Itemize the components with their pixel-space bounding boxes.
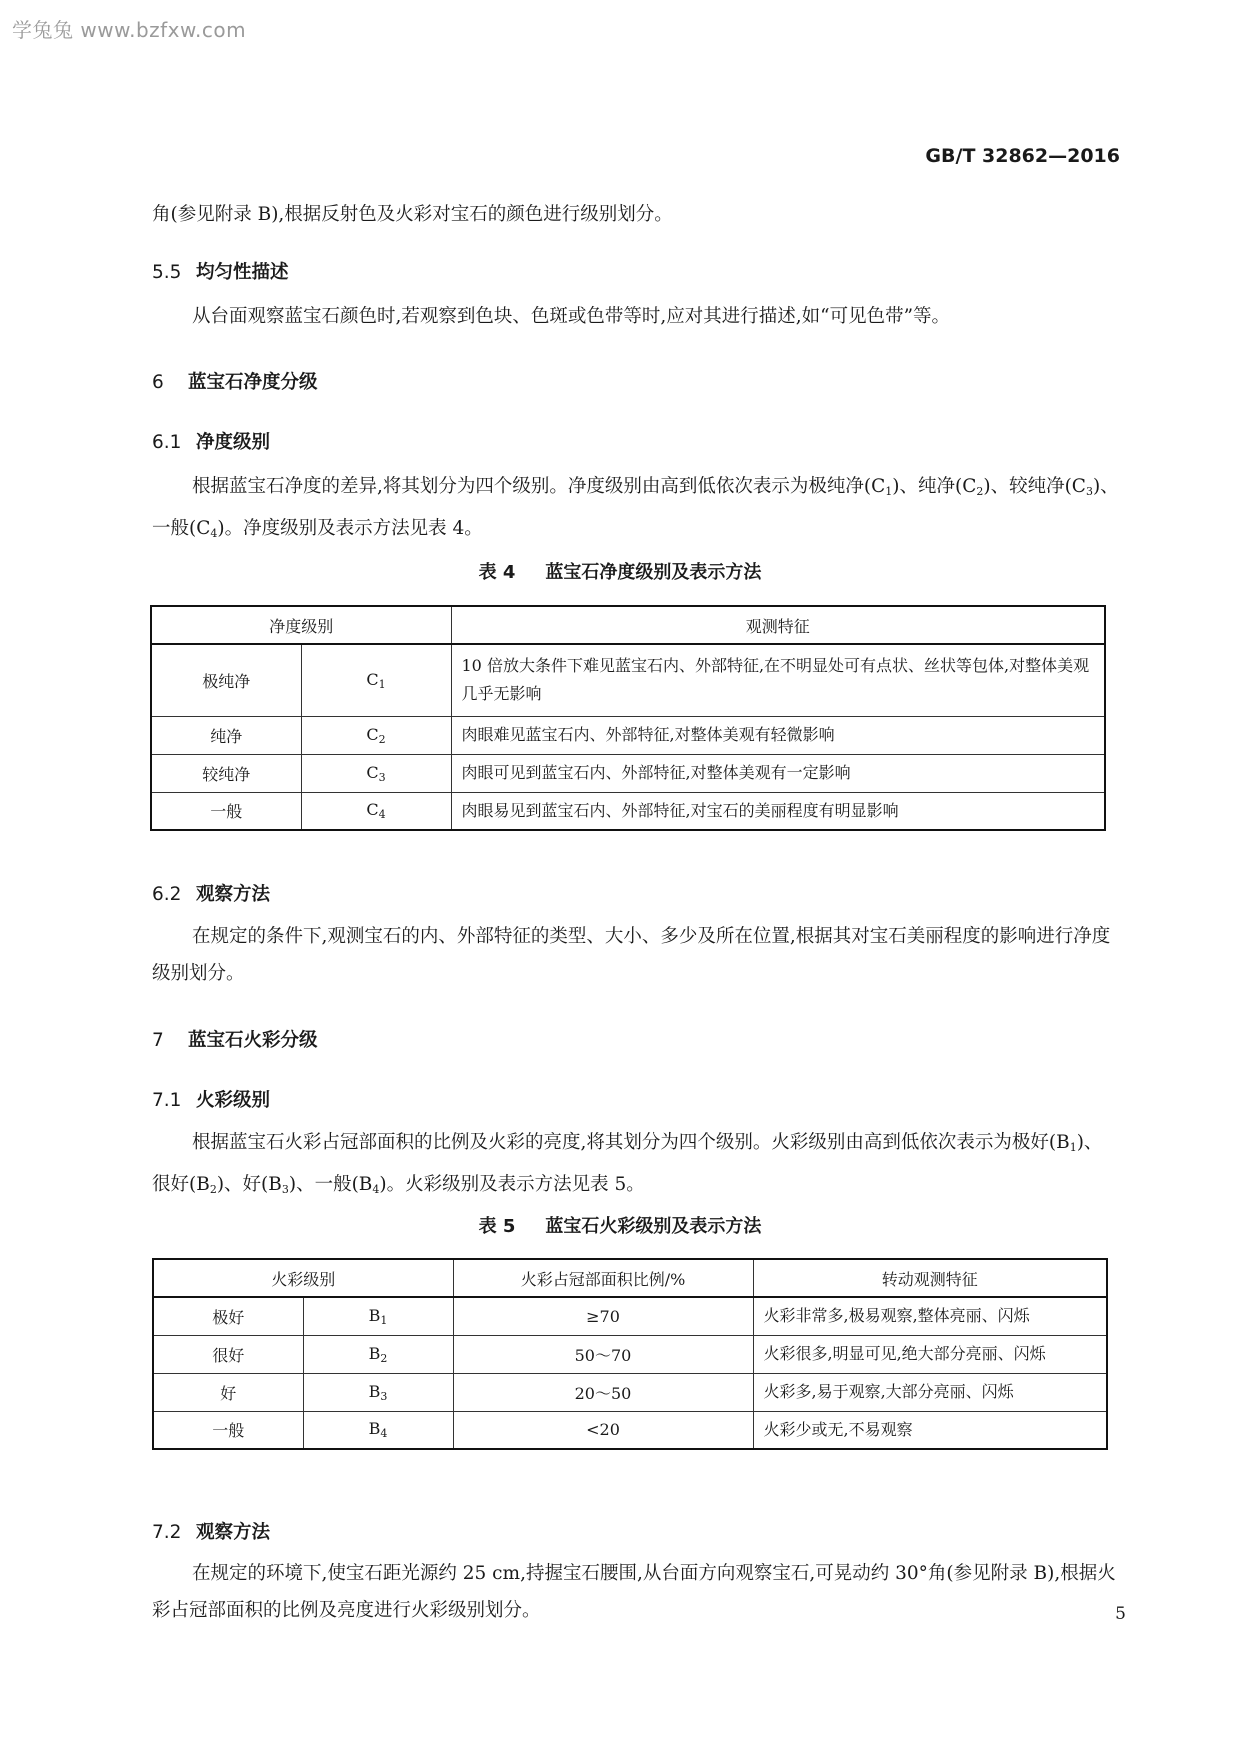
- table-row: [151, 792, 1105, 830]
- cell-ratio: 50～70: [453, 1335, 753, 1373]
- paragraph-7-1: 根据蓝宝石火彩占冠部面积的比例及火彩的亮度,将其划分为四个级别。火彩级别由高到低依次表示为极好$(B_1)$、很好$(B_2)$、好$(B_3)$、一般$(B_4)$。火彩级别及表示方法见表 5。: [152, 1132, 1103, 1196]
- section-number: 6.2: [152, 884, 182, 905]
- cell-feature: 肉眼难见蓝宝石内、外部特征,对整体美观有轻微影响: [451, 716, 1105, 754]
- cell-grade: 极好: [153, 1297, 303, 1335]
- column-header-ratio: 火彩占冠部面积比例/%: [453, 1259, 753, 1297]
- section-number: 5.5: [152, 262, 182, 283]
- cell-feature: 肉眼易见到蓝宝石内、外部特征,对宝石的美丽程度有明显影响: [451, 792, 1105, 830]
- cell-grade: 极纯净: [151, 644, 301, 716]
- cell-code: $C_2$: [301, 716, 451, 754]
- watermark: 学兔兔 www.bzfxw.com: [12, 18, 247, 42]
- table-5-caption: [0, 1212, 1240, 1238]
- cell-code: $B_2$: [303, 1335, 453, 1373]
- paragraph-5-5: 从台面观察蓝宝石颜色时,若观察到色块、色斑或色带等时,应对其进行描述,如“可见色带”等。: [192, 306, 951, 327]
- heading-6-1: [152, 428, 270, 454]
- table-header-row: [151, 606, 1105, 644]
- table-row: [151, 754, 1105, 792]
- paragraph-6-2: 在规定的条件下,观测宝石的内、外部特征的类型、大小、多少及所在位置,根据其对宝石美丽程度的影响进行净度级别划分。: [152, 926, 1111, 984]
- heading-7-1: [152, 1086, 270, 1112]
- table-header-row: [153, 1259, 1107, 1297]
- cell-grade: 一般: [153, 1411, 303, 1449]
- table-5: [152, 1258, 1108, 1450]
- section-number: 7: [152, 1030, 164, 1051]
- paragraph-7-2: 在规定的环境下,使宝石距光源约 25 cm,持握宝石腰围,从台面方向观察宝石,可晃动约 30°角(参见附录 B),根据火彩占冠部面积的比例及亮度进行火彩级别划分。: [152, 1563, 1116, 1621]
- section-title: 均匀性描述: [196, 262, 289, 283]
- cell-grade: 好: [153, 1373, 303, 1411]
- table-row: [151, 716, 1105, 754]
- section-number: 6: [152, 372, 164, 393]
- section-title: 蓝宝石净度分级: [188, 372, 318, 393]
- table-row: [153, 1411, 1107, 1449]
- cell-feature: 火彩多,易于观察,大部分亮丽、闪烁: [753, 1373, 1107, 1411]
- section-title: 蓝宝石火彩分级: [188, 1030, 318, 1051]
- table-number: 表 4: [478, 562, 516, 583]
- cell-feature: 火彩非常多,极易观察,整体亮丽、闪烁: [753, 1297, 1107, 1335]
- standard-code: GB/T 32862—2016: [925, 145, 1120, 167]
- section-title: 火彩级别: [196, 1090, 271, 1111]
- table-title: 蓝宝石净度级别及表示方法: [545, 562, 762, 583]
- section-number: 7.1: [152, 1090, 182, 1111]
- table-row: [153, 1373, 1107, 1411]
- cell-feature: 火彩很多,明显可见,绝大部分亮丽、闪烁: [753, 1335, 1107, 1373]
- column-header-grade: 火彩级别: [153, 1259, 453, 1297]
- cell-grade: 一般: [151, 792, 301, 830]
- section-title: 观察方法: [196, 1522, 271, 1543]
- heading-6-2: [152, 880, 270, 906]
- table-row: [153, 1297, 1107, 1335]
- cell-feature: 10 倍放大条件下难见蓝宝石内、外部特征,在不明显处可有点状、丝状等包体,对整体美观几乎无影响: [451, 644, 1105, 716]
- cell-feature: 火彩少或无,不易观察: [753, 1411, 1107, 1449]
- cell-feature: 肉眼可见到蓝宝石内、外部特征,对整体美观有一定影响: [451, 754, 1105, 792]
- cell-grade: 很好: [153, 1335, 303, 1373]
- heading-5-5: [152, 258, 289, 284]
- table-4-caption: [0, 558, 1240, 584]
- cell-ratio: ≥70: [453, 1297, 753, 1335]
- column-header-feature: 观测特征: [451, 606, 1105, 644]
- heading-6: [152, 368, 318, 394]
- section-title: 净度级别: [196, 432, 271, 453]
- cell-ratio: 20～50: [453, 1373, 753, 1411]
- table-row: [151, 644, 1105, 716]
- table-4: [150, 605, 1106, 831]
- heading-7: [152, 1026, 318, 1052]
- cell-code: $C_3$: [301, 754, 451, 792]
- cell-code: $C_1$: [301, 644, 451, 716]
- section-title: 观察方法: [196, 884, 271, 905]
- cell-code: $B_3$: [303, 1373, 453, 1411]
- cell-grade: 纯净: [151, 716, 301, 754]
- cell-code: $C_4$: [301, 792, 451, 830]
- paragraph-6-1: 根据蓝宝石净度的差异,将其划分为四个级别。净度级别由高到低依次表示为极纯净$(C_1)$、纯净$(C_2)$、较纯净$(C_3)$、一般$(C_4)$。净度级别及表示方法见表 4。: [152, 476, 1119, 540]
- cell-code: $B_4$: [303, 1411, 453, 1449]
- section-number: 7.2: [152, 1522, 182, 1543]
- cell-code: $B_1$: [303, 1297, 453, 1335]
- table-number: 表 5: [478, 1216, 516, 1237]
- table-row: [153, 1335, 1107, 1373]
- cell-grade: 较纯净: [151, 754, 301, 792]
- page-number: 5: [1115, 1604, 1126, 1624]
- heading-7-2: [152, 1518, 270, 1544]
- section-number: 6.1: [152, 432, 182, 453]
- cell-ratio: <20: [453, 1411, 753, 1449]
- column-header-feature: 转动观测特征: [753, 1259, 1107, 1297]
- paragraph-continued: 角(参见附录 B),根据反射色及火彩对宝石的颜色进行级别划分。: [152, 204, 673, 225]
- column-header-grade: 净度级别: [151, 606, 451, 644]
- table-title: 蓝宝石火彩级别及表示方法: [545, 1216, 762, 1237]
